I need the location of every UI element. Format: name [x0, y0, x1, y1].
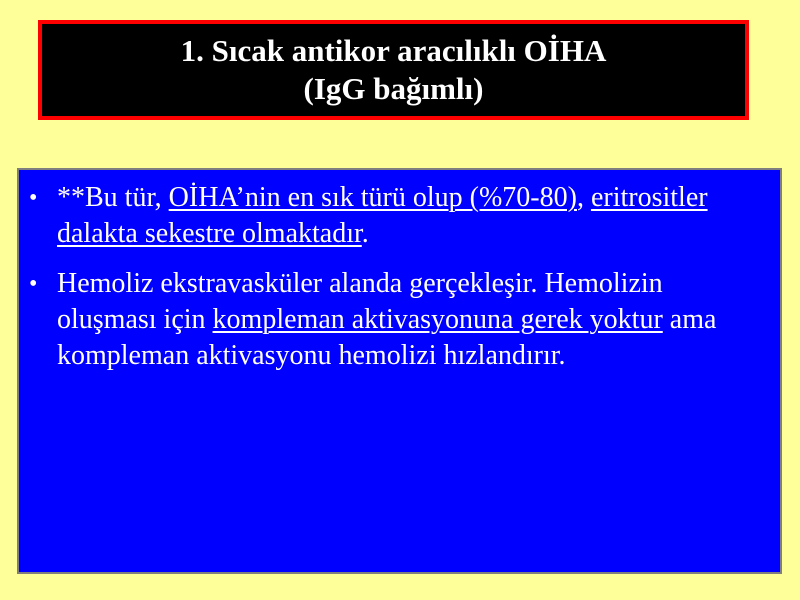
bullet-icon: •	[29, 271, 38, 297]
slide-title-line2: (IgG bağımlı)	[303, 71, 484, 106]
bullet1-underlined-text-1: OİHA’nin en sık türü olup (%70-80)	[168, 182, 577, 213]
bullet1-mid: ,	[576, 182, 591, 213]
bullet-list	[27, 180, 767, 388]
bullet1-prefix: **Bu tür,	[57, 182, 169, 213]
slide-title-box	[38, 20, 749, 120]
slide-title-line1: 1. Sıcak antikor aracılıklı OİHA	[180, 33, 607, 68]
slide-content-box	[17, 168, 782, 574]
bullet2-underlined-text-1: kompleman aktivasyonuna gerek yoktur	[212, 304, 663, 335]
bullet1-suffix: .	[361, 218, 369, 249]
bullet2-suffix: ama kompleman aktivasyonu hemolizi hızlandırır.	[57, 304, 717, 371]
bullet2-prefix: Hemoliz ekstravasküler alanda gerçekleşir. Hemolizin oluşması için	[57, 268, 663, 335]
bullet-item-2	[27, 266, 767, 374]
bullet-item-1	[27, 180, 767, 252]
bullet-icon: •	[29, 185, 38, 211]
bullet1-underlined-text-2: eritrositler dalakta sekestre olmaktadır	[57, 182, 708, 249]
